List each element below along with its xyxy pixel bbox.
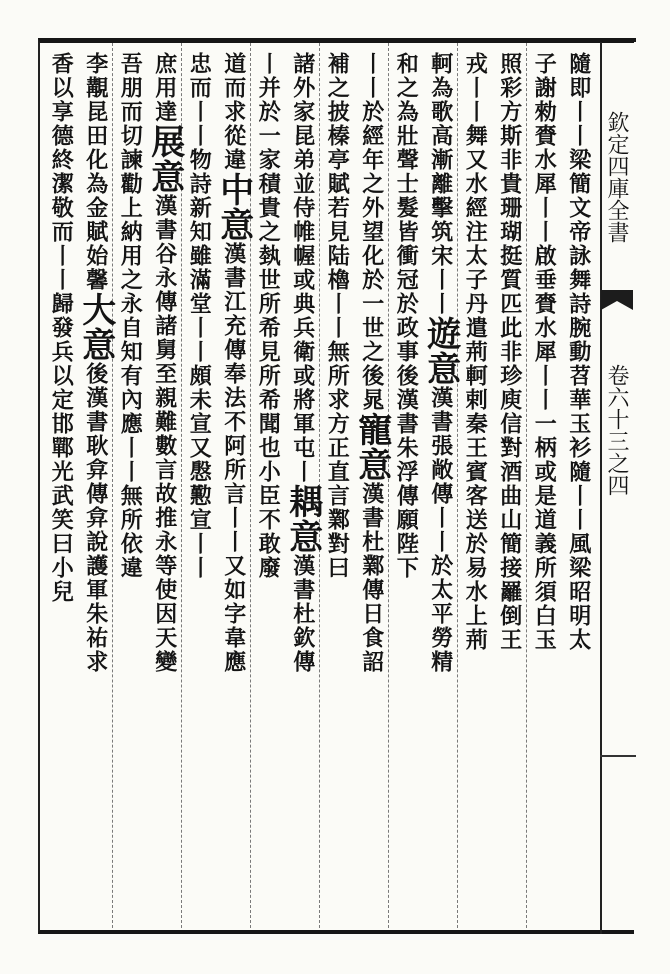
- text-column: [493, 52, 528, 922]
- text-column: [420, 52, 461, 922]
- text-column: [320, 52, 355, 922]
- column-text: 物詩新知雖滿堂丨丨頗未宣又慇懃宣丨丨: [186, 148, 213, 580]
- text-column: [458, 52, 493, 922]
- entry-headword: 遊意: [420, 316, 461, 386]
- text-column: [562, 52, 597, 922]
- column-text: 漢書張敞傳丨丨於太平勞精: [427, 386, 454, 674]
- column-text: 小臣不敢廢: [255, 460, 282, 580]
- column-text: 香以享德終潔敬而丨丨: [48, 52, 75, 292]
- text-column: [44, 52, 79, 922]
- entry-headword: 中意: [213, 172, 254, 242]
- column-text: 忠而丨丨: [186, 52, 213, 148]
- column-text: 求方正直言鄴對曰: [324, 388, 351, 580]
- text-column: [113, 52, 148, 922]
- column-text: 戎丨丨舞又水經注太子丹遣荊軻剌秦王賓客送於易水上荊: [462, 52, 489, 652]
- entry-headword: 耦意: [282, 484, 323, 554]
- text-column: [351, 52, 392, 922]
- column-text: 丨并於一家積貴之埶世所希見所希聞也: [255, 52, 282, 460]
- column-text: 和之為壯聲士髮皆衝冠: [393, 52, 420, 292]
- column-text: 補之披榛亭賦若見陆櫓丨丨無所: [324, 52, 351, 388]
- column-text: 漢書谷永傳諸舅至親難數言故推永等使因天變: [151, 194, 178, 674]
- column-text: 後漢書耿弇傳弇說護軍朱祐求: [82, 362, 109, 674]
- column-text: 而切諫勸上納用之永自知有內應丨丨無所依違: [117, 100, 144, 580]
- column-text: 於政事後漢書朱浮傳願陛下: [393, 292, 420, 580]
- column-text: 漢書江充傳奉法不阿所言丨丨又如字韋應: [220, 242, 247, 674]
- text-column: [213, 52, 254, 922]
- column-text: 漢書杜鄴傳日食詔: [358, 482, 385, 674]
- gutter-volume: 卷六十三之四: [604, 364, 629, 496]
- text-column: [282, 52, 323, 922]
- gutter-top-bar: [600, 38, 636, 42]
- column-text: 子謝勑賚水犀丨丨啟垂賚水犀丨丨一柄或是道義所須白玉: [531, 52, 558, 652]
- text-column: [144, 52, 185, 922]
- entry-headword: 大意: [75, 292, 116, 362]
- column-text: 諸外家昆弟並侍帷幄或典兵衛或將軍屯丨: [289, 52, 316, 484]
- text-column: [251, 52, 286, 922]
- column-text: 漢書杜欽傳: [289, 554, 316, 674]
- gutter-divider: [600, 755, 636, 757]
- column-text: 隨即丨丨梁簡文帝詠舞詩腕動苕華玉衫隨丨丨風梁昭明太: [565, 52, 592, 652]
- text-column: [182, 52, 217, 922]
- gutter-title: 欽定四庫全書: [604, 111, 629, 243]
- column-text: 李覯昆田化為金賦始馨: [82, 52, 109, 292]
- column-text: 道而求從違: [220, 52, 247, 172]
- entry-headword: 寵意: [351, 412, 392, 482]
- column-text: 照彩方斯非貴珊瑚挺質匹此非珍庾信對酒曲山簡接䍦倒王: [496, 52, 523, 652]
- column-text: 庶用達: [151, 52, 178, 124]
- text-column: [527, 52, 562, 922]
- column-text: 軻為歌高漸離擊筑宋丨丨: [427, 52, 454, 316]
- entry-headword: 展意: [144, 124, 185, 194]
- column-text: 丨丨於經年之外望化於一世之後晁: [358, 52, 385, 412]
- text-column: [75, 52, 116, 922]
- column-text: 吾朋: [117, 52, 144, 100]
- text-column: [389, 52, 424, 922]
- column-text: 歸發兵以定邯鄲光武笑曰小兒: [48, 292, 75, 604]
